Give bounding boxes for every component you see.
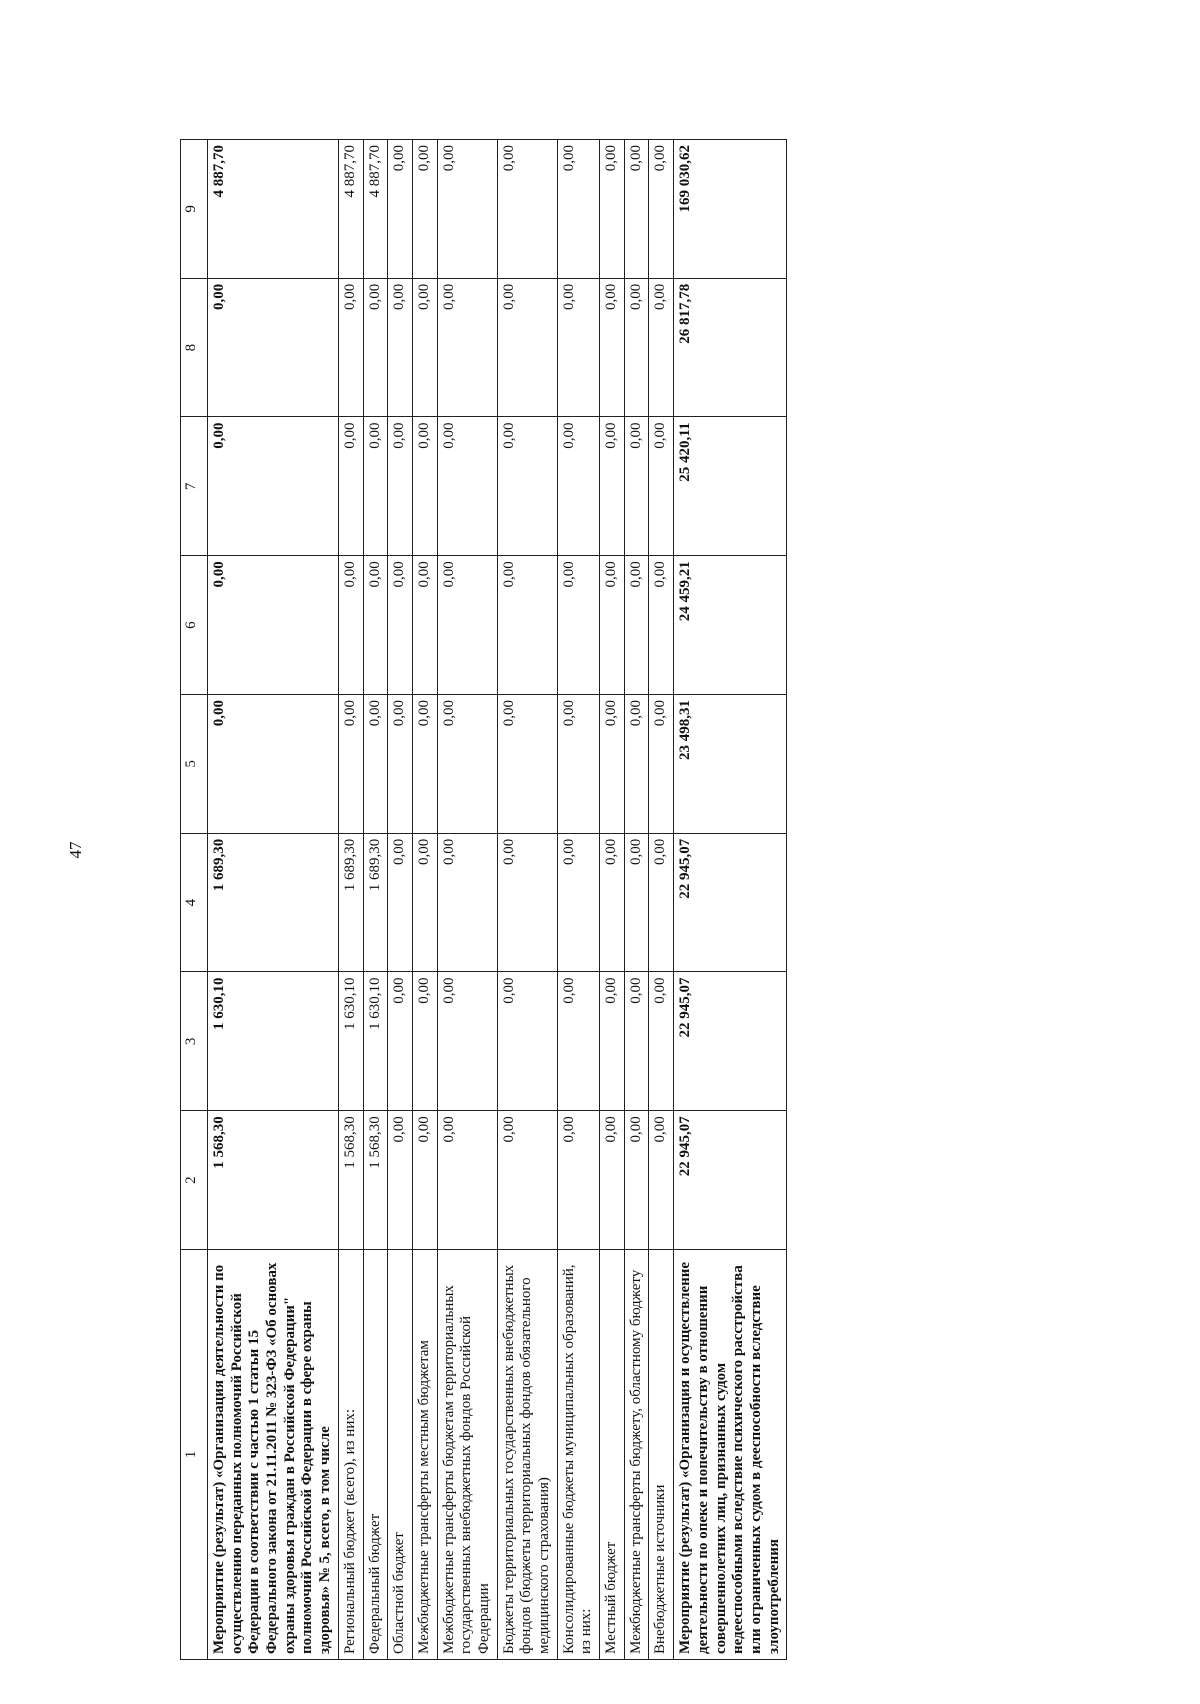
table-row bbox=[649, 140, 674, 1660]
cell-value: 0,00 bbox=[497, 556, 557, 695]
row-label: Мероприятие (результат) «Организация деятельности по осуществлению переданных полномочий Российской Федерации в соответствии с частью 1 статьи 15 Федерального закона от 21.11.2011 № 323-ФЗ «Об основах охраны здоровья граждан в Российской Федерации" полномочий Российской Федерации в сфере охраны здоровья» № 5, всего, в том числе bbox=[208, 1250, 339, 1660]
cell-value: 0,00 bbox=[363, 278, 388, 417]
cell-value: 0,00 bbox=[437, 833, 497, 972]
cell-value: 0,00 bbox=[557, 695, 599, 834]
table-row bbox=[600, 140, 625, 1660]
table-row bbox=[388, 140, 413, 1660]
cell-value: 0,00 bbox=[363, 695, 388, 834]
cell-value: 0,00 bbox=[363, 556, 388, 695]
cell-value: 0,00 bbox=[437, 972, 497, 1111]
column-header-4: 4 bbox=[181, 833, 208, 972]
row-label: Бюджеты территориальных государственных внебюджетных фондов (бюджеты территориальных фондов обязательного медицинского страхования) bbox=[497, 1250, 557, 1660]
cell-value: 0,00 bbox=[388, 556, 413, 695]
cell-value: 0,00 bbox=[624, 833, 649, 972]
column-header-8: 8 bbox=[181, 278, 208, 417]
cell-value: 1 630,10 bbox=[208, 972, 339, 1111]
cell-value: 0,00 bbox=[624, 278, 649, 417]
cell-value: 0,00 bbox=[437, 556, 497, 695]
cell-value: 0,00 bbox=[557, 140, 599, 279]
cell-value: 0,00 bbox=[363, 417, 388, 556]
cell-value: 0,00 bbox=[557, 417, 599, 556]
cell-value: 4 887,70 bbox=[208, 140, 339, 279]
cell-value: 0,00 bbox=[437, 140, 497, 279]
row-label: Местный бюджет bbox=[600, 1250, 625, 1660]
cell-value: 0,00 bbox=[649, 972, 674, 1111]
cell-value: 0,00 bbox=[600, 972, 625, 1111]
cell-value: 0,00 bbox=[388, 1111, 413, 1250]
table-row bbox=[208, 140, 339, 1660]
cell-value: 0,00 bbox=[497, 972, 557, 1111]
cell-value: 0,00 bbox=[412, 972, 437, 1111]
cell-value: 1 689,30 bbox=[338, 833, 363, 972]
row-label: Внебюджетные источники bbox=[649, 1250, 674, 1660]
cell-value: 0,00 bbox=[624, 556, 649, 695]
table-row bbox=[363, 140, 388, 1660]
cell-value: 169 030,62 bbox=[674, 140, 787, 279]
cell-value: 22 945,07 bbox=[674, 972, 787, 1111]
cell-value: 0,00 bbox=[497, 1111, 557, 1250]
row-label: Консолидированные бюджеты муниципальных образований, из них: bbox=[557, 1250, 599, 1660]
cell-value: 0,00 bbox=[388, 417, 413, 556]
cell-value: 1 689,30 bbox=[208, 833, 339, 972]
cell-value: 0,00 bbox=[388, 140, 413, 279]
cell-value: 0,00 bbox=[388, 695, 413, 834]
cell-value: 0,00 bbox=[412, 556, 437, 695]
cell-value: 0,00 bbox=[208, 556, 339, 695]
table-row bbox=[412, 140, 437, 1660]
cell-value: 0,00 bbox=[649, 833, 674, 972]
cell-value: 0,00 bbox=[624, 695, 649, 834]
cell-value: 0,00 bbox=[437, 278, 497, 417]
cell-value: 0,00 bbox=[557, 278, 599, 417]
cell-value: 0,00 bbox=[600, 140, 625, 279]
cell-value: 0,00 bbox=[338, 695, 363, 834]
cell-value: 0,00 bbox=[649, 278, 674, 417]
page-number: 47 bbox=[66, 841, 85, 859]
cell-value: 0,00 bbox=[437, 695, 497, 834]
header-row bbox=[181, 140, 208, 1660]
cell-value: 23 498,31 bbox=[674, 695, 787, 834]
table-row bbox=[437, 140, 497, 1660]
cell-value: 25 420,11 bbox=[674, 417, 787, 556]
cell-value: 0,00 bbox=[600, 556, 625, 695]
cell-value: 0,00 bbox=[208, 278, 339, 417]
cell-value: 0,00 bbox=[600, 278, 625, 417]
cell-value: 0,00 bbox=[497, 417, 557, 556]
cell-value: 0,00 bbox=[388, 278, 413, 417]
cell-value: 0,00 bbox=[649, 417, 674, 556]
cell-value: 1 689,30 bbox=[363, 833, 388, 972]
table-body bbox=[208, 140, 787, 1660]
cell-value: 0,00 bbox=[600, 1111, 625, 1250]
cell-value: 0,00 bbox=[388, 833, 413, 972]
budget-table bbox=[180, 139, 787, 1660]
cell-value: 0,00 bbox=[649, 556, 674, 695]
cell-value: 0,00 bbox=[338, 417, 363, 556]
table-row bbox=[624, 140, 649, 1660]
row-label: Межбюджетные трансферты местным бюджетам bbox=[412, 1250, 437, 1660]
cell-value: 1 568,30 bbox=[338, 1111, 363, 1250]
cell-value: 0,00 bbox=[412, 1111, 437, 1250]
table-row bbox=[674, 140, 787, 1660]
cell-value: 0,00 bbox=[388, 972, 413, 1111]
cell-value: 0,00 bbox=[338, 556, 363, 695]
column-header-5: 5 bbox=[181, 695, 208, 834]
cell-value: 0,00 bbox=[624, 140, 649, 279]
cell-value: 26 817,78 bbox=[674, 278, 787, 417]
cell-value: 0,00 bbox=[557, 1111, 599, 1250]
row-label: Федеральный бюджет bbox=[363, 1250, 388, 1660]
cell-value: 0,00 bbox=[557, 556, 599, 695]
cell-value: 0,00 bbox=[437, 417, 497, 556]
cell-value: 0,00 bbox=[497, 695, 557, 834]
cell-value: 0,00 bbox=[437, 1111, 497, 1250]
cell-value: 1 630,10 bbox=[338, 972, 363, 1111]
cell-value: 0,00 bbox=[649, 695, 674, 834]
cell-value: 4 887,70 bbox=[363, 140, 388, 279]
cell-value: 0,00 bbox=[497, 833, 557, 972]
cell-value: 0,00 bbox=[649, 1111, 674, 1250]
cell-value: 24 459,21 bbox=[674, 556, 787, 695]
cell-value: 0,00 bbox=[412, 278, 437, 417]
cell-value: 0,00 bbox=[497, 278, 557, 417]
cell-value: 0,00 bbox=[338, 278, 363, 417]
table-row bbox=[497, 140, 557, 1660]
cell-value: 0,00 bbox=[649, 140, 674, 279]
table-row bbox=[557, 140, 599, 1660]
column-header-7: 7 bbox=[181, 417, 208, 556]
cell-value: 1 630,10 bbox=[363, 972, 388, 1111]
row-label: Областной бюджет bbox=[388, 1250, 413, 1660]
row-label: Региональный бюджет (всего), из них: bbox=[338, 1250, 363, 1660]
column-header-2: 2 bbox=[181, 1111, 208, 1250]
cell-value: 0,00 bbox=[624, 1111, 649, 1250]
cell-value: 0,00 bbox=[412, 695, 437, 834]
row-label: Межбюджетные трансферты бюджетам территориальных государственных внебюджетных фондов Российской Федерации bbox=[437, 1250, 497, 1660]
cell-value: 0,00 bbox=[208, 417, 339, 556]
cell-value: 0,00 bbox=[557, 972, 599, 1111]
cell-value: 1 568,30 bbox=[208, 1111, 339, 1250]
cell-value: 4 887,70 bbox=[338, 140, 363, 279]
cell-value: 22 945,07 bbox=[674, 1111, 787, 1250]
row-label: Межбюджетные трансферты бюджету, областному бюджету bbox=[624, 1250, 649, 1660]
cell-value: 0,00 bbox=[600, 417, 625, 556]
column-header-3: 3 bbox=[181, 972, 208, 1111]
cell-value: 0,00 bbox=[208, 695, 339, 834]
row-label: Мероприятие (результат) «Организация и осуществление деятельности по опеке и попечительству в отношении совершеннолетних лиц, признанных судом недееспособными вследствие психического расстройства или ограниченных судом в дееспособности вследствие злоупотребления bbox=[674, 1250, 787, 1660]
cell-value: 0,00 bbox=[600, 695, 625, 834]
column-header-1: 1 bbox=[181, 1250, 208, 1660]
cell-value: 0,00 bbox=[624, 417, 649, 556]
cell-value: 0,00 bbox=[412, 140, 437, 279]
rotated-table-wrapper bbox=[180, 140, 1200, 1660]
cell-value: 0,00 bbox=[624, 972, 649, 1111]
cell-value: 1 568,30 bbox=[363, 1111, 388, 1250]
cell-value: 0,00 bbox=[412, 417, 437, 556]
cell-value: 0,00 bbox=[600, 833, 625, 972]
cell-value: 0,00 bbox=[412, 833, 437, 972]
column-header-6: 6 bbox=[181, 556, 208, 695]
table-row bbox=[338, 140, 363, 1660]
column-header-9: 9 bbox=[181, 140, 208, 279]
cell-value: 0,00 bbox=[557, 833, 599, 972]
cell-value: 0,00 bbox=[497, 140, 557, 279]
cell-value: 22 945,07 bbox=[674, 833, 787, 972]
